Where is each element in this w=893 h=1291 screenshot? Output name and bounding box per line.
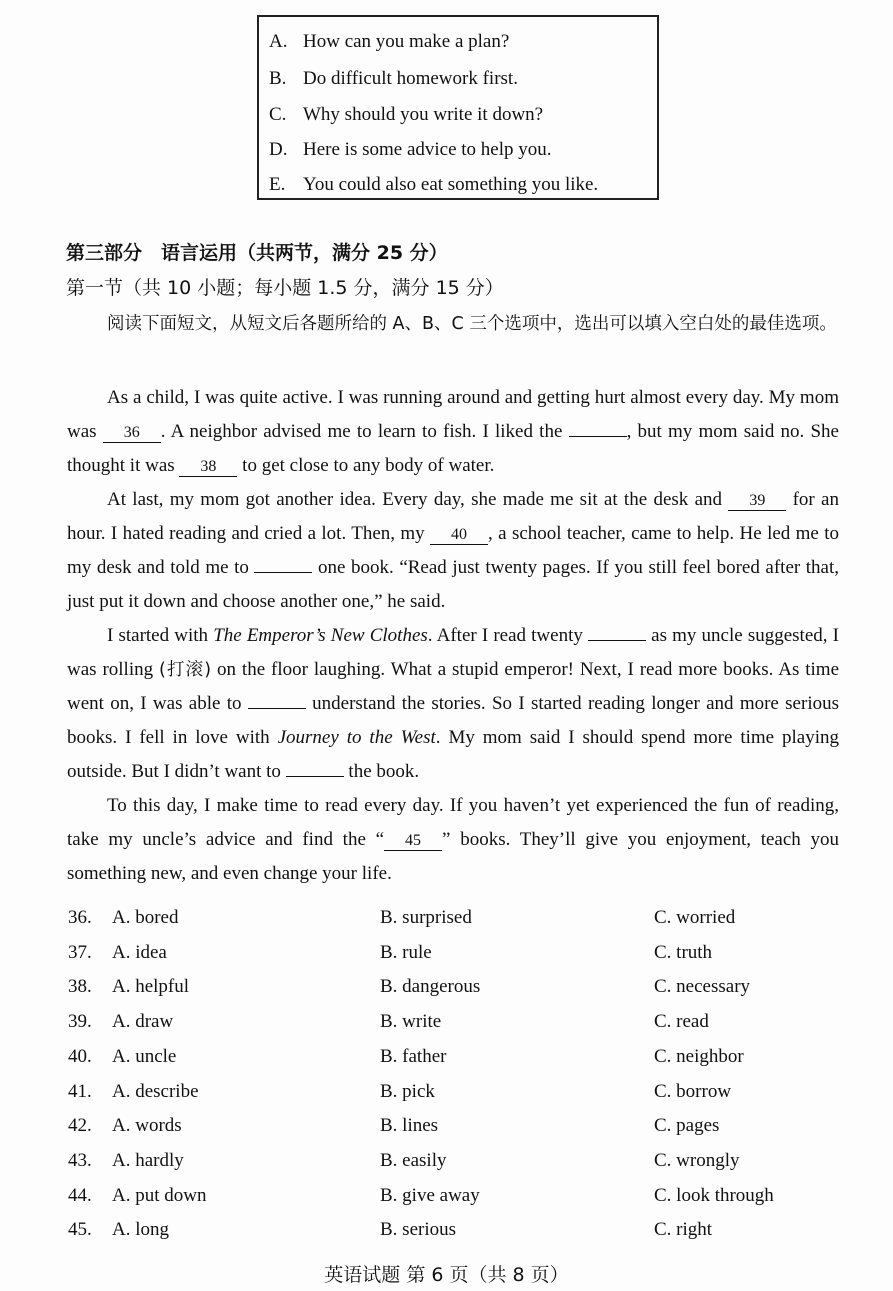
question-number: 37. xyxy=(68,941,92,963)
text: . A neighbor advised me to learn to fish. I liked the xyxy=(160,421,569,442)
option-b[interactable]: B. write xyxy=(380,1011,442,1033)
question-number: 43. xyxy=(68,1149,92,1171)
option-text: Why should you write it down? xyxy=(303,104,544,125)
option-c[interactable]: C. necessary xyxy=(654,976,751,998)
option-text: Here is some advice to help you. xyxy=(303,139,552,160)
text: on the floor laughing. What a stupid emperor! Next, I read more books. As time went on, I was able to xyxy=(67,659,840,714)
option-c[interactable]: C. pages xyxy=(654,1115,720,1137)
box-option xyxy=(269,139,552,161)
blank-36: 36 xyxy=(103,424,161,443)
question-row xyxy=(68,1150,848,1180)
box-option xyxy=(269,68,518,90)
option-a[interactable]: A. words xyxy=(112,1115,182,1137)
blank-40: 40 xyxy=(430,526,488,545)
question-row xyxy=(68,907,848,937)
subsection-title: 第一节（共 10 小题；每小题 1.5 分，满分 15 分） xyxy=(66,277,504,299)
passage-paragraph-4 xyxy=(67,789,839,891)
blank-44 xyxy=(286,776,344,777)
options-box xyxy=(257,15,659,200)
option-letter: B. xyxy=(269,68,287,89)
option-c[interactable]: C. right xyxy=(654,1219,713,1241)
question-row xyxy=(68,1115,848,1145)
page-footer: 英语试题 第 6 页（共 8 页） xyxy=(324,1264,569,1286)
question-row xyxy=(68,1046,848,1076)
option-b[interactable]: B. surprised xyxy=(380,907,472,928)
question-number: 44. xyxy=(68,1184,92,1206)
book-title: The Emperor’s New Clothes xyxy=(213,625,428,646)
option-c[interactable]: C. wrongly xyxy=(654,1149,740,1171)
box-option xyxy=(269,104,543,126)
option-a[interactable]: A. describe xyxy=(112,1080,199,1102)
question-number: 42. xyxy=(68,1115,92,1137)
chinese-gloss: (打滚) xyxy=(159,660,212,680)
blank-37 xyxy=(569,436,627,437)
option-c[interactable]: C. read xyxy=(654,1011,709,1033)
question-row xyxy=(68,1081,848,1111)
option-b[interactable]: B. serious xyxy=(380,1219,456,1241)
option-c[interactable]: C. look through xyxy=(654,1184,774,1206)
text: understand the stories. So I started reading longer and more serious books. I fell in love with xyxy=(67,693,839,748)
passage-paragraph-1 xyxy=(67,381,839,483)
text: one book. “Read just twenty pages. If you still feel bored after that, just put it down and choose another one,” he said. xyxy=(67,557,839,612)
option-text: You could also eat something you like. xyxy=(303,174,599,195)
option-b[interactable]: B. pick xyxy=(380,1080,435,1102)
text: At last, my mom got another idea. Every day, she made me sit at the desk and xyxy=(107,489,729,510)
blank-43 xyxy=(248,708,306,709)
text: for an hour. I hated reading and cried a lot. Then, my xyxy=(67,489,839,544)
text: As a child, I was quite active. I was running around and getting hurt almost every day. My mom was xyxy=(67,387,839,442)
option-c[interactable]: C. truth xyxy=(654,941,713,963)
option-b[interactable]: B. lines xyxy=(380,1115,439,1137)
text: . After I read twenty xyxy=(427,625,589,646)
box-option xyxy=(269,174,598,196)
question-number: 38. xyxy=(68,976,92,998)
option-a[interactable]: A. uncle xyxy=(112,1045,177,1067)
option-a[interactable]: A. bored xyxy=(112,907,179,928)
option-text: How can you make a plan? xyxy=(303,31,510,52)
option-a[interactable]: A. hardly xyxy=(112,1149,184,1171)
text: as my uncle suggested, I was rolling xyxy=(67,625,839,680)
question-row xyxy=(68,1011,848,1041)
question-row xyxy=(68,1185,848,1215)
question-number: 41. xyxy=(68,1080,92,1102)
option-a[interactable]: A. helpful xyxy=(112,976,190,998)
text: , but my mom said no. She thought it was xyxy=(67,421,839,476)
option-b[interactable]: B. rule xyxy=(380,941,432,963)
question-number: 45. xyxy=(68,1219,92,1241)
option-b[interactable]: B. easily xyxy=(380,1149,447,1171)
option-a[interactable]: A. idea xyxy=(112,941,167,963)
text: , a school teacher, came to help. He led me to my desk and told me to xyxy=(67,523,840,578)
option-letter: A. xyxy=(269,31,288,52)
box-option xyxy=(269,31,509,53)
blank-45: 45 xyxy=(384,832,442,851)
text: I started with xyxy=(107,625,214,646)
text: To this day, I make time to read every day. If you haven’t yet experienced the fun of reading, take my uncle’s advice and find the “ xyxy=(67,795,839,850)
passage-paragraph-2 xyxy=(67,483,839,619)
option-letter: C. xyxy=(269,104,287,125)
option-a[interactable]: A. long xyxy=(112,1219,169,1241)
question-number: 40. xyxy=(68,1045,92,1067)
blank-39: 39 xyxy=(728,492,786,511)
option-c[interactable]: C. worried xyxy=(654,907,736,928)
option-letter: D. xyxy=(269,139,288,160)
option-b[interactable]: B. give away xyxy=(380,1184,480,1206)
option-c[interactable]: C. neighbor xyxy=(654,1045,744,1067)
text: ” books. They’ll give you enjoyment, teach you something new, and even change your life. xyxy=(67,829,839,884)
question-row xyxy=(68,976,848,1006)
option-b[interactable]: B. dangerous xyxy=(380,976,481,998)
question-number: 36. xyxy=(68,907,92,928)
option-c[interactable]: C. borrow xyxy=(654,1080,732,1102)
question-row xyxy=(68,1219,848,1249)
passage-paragraph-3 xyxy=(67,619,839,789)
option-a[interactable]: A. put down xyxy=(112,1184,207,1206)
instructions: 阅读下面短文，从短文后各题所给的 A、B、C 三个选项中，选出可以填入空白处的最佳选项。 xyxy=(107,314,837,334)
option-text: Do difficult homework first. xyxy=(303,68,518,89)
text: . My mom said I should spend more time playing outside. But I didn’t want to xyxy=(67,727,840,782)
text: to get close to any body of water. xyxy=(237,455,495,476)
section-title: 第三部分 语言运用（共两节，满分 25 分） xyxy=(66,242,448,264)
text: the book. xyxy=(343,761,420,782)
option-b[interactable]: B. father xyxy=(380,1045,447,1067)
blank-38: 38 xyxy=(179,458,237,477)
question-number: 39. xyxy=(68,1011,92,1033)
blank-41 xyxy=(254,572,312,573)
option-letter: E. xyxy=(269,174,286,195)
question-row xyxy=(68,942,848,972)
option-a[interactable]: A. draw xyxy=(112,1011,174,1033)
blank-42 xyxy=(588,640,646,641)
book-title: Journey to the West xyxy=(277,727,436,748)
